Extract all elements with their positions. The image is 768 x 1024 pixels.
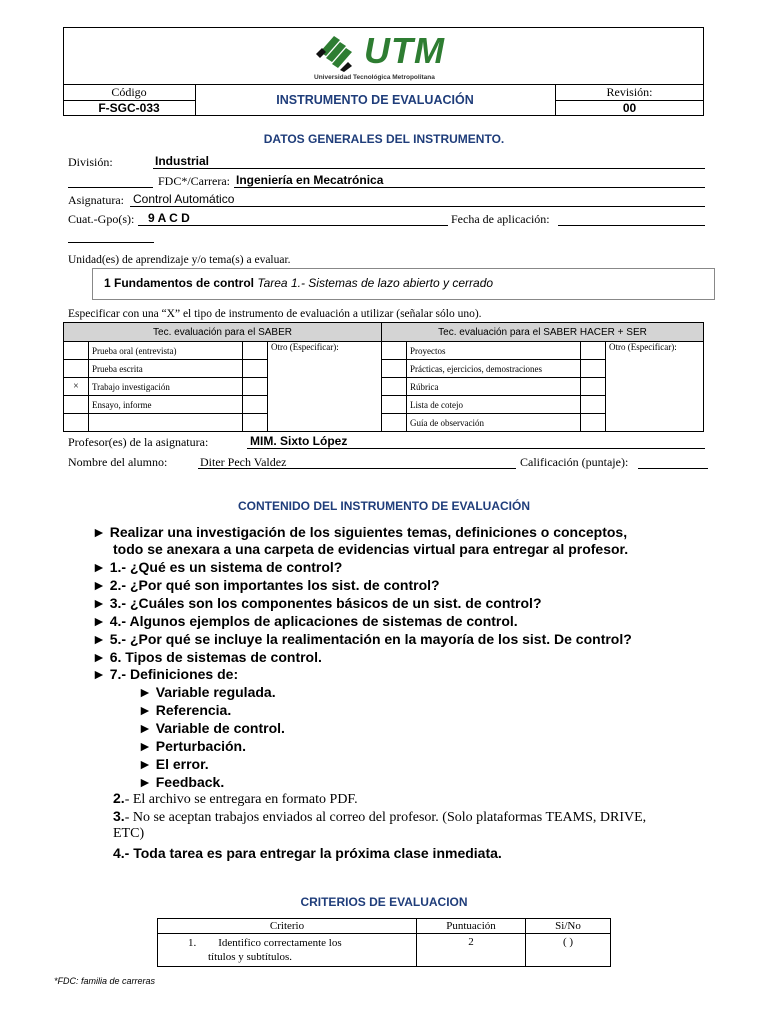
saber-otro-checkbox-5[interactable]	[243, 414, 268, 432]
definition-6: ► Feedback.	[138, 774, 225, 790]
utm-logo	[312, 30, 472, 82]
question-4: ► 4.- Algunos ejemplos de aplicaciones de sistemas de control.	[92, 613, 518, 629]
asignatura-value: Control Automático	[133, 192, 235, 206]
hacer-otro-checkbox-2[interactable]	[581, 360, 606, 378]
calificacion-underline	[638, 468, 708, 469]
hacer-item-3: Rúbrica	[407, 378, 581, 396]
sino-header: Si/No	[526, 919, 611, 934]
note-2	[113, 790, 358, 808]
fecha-underline	[558, 225, 705, 226]
definition-1: ► Variable regulada.	[138, 684, 276, 700]
question-2: ► 2.- ¿Por qué son importantes los sist. de control?	[92, 577, 440, 593]
saber-item-5	[89, 414, 243, 432]
note-3-text: - No se aceptan trabajos enviados al correo del profesor. (Solo plataformas TEAMS, DRIVE,	[124, 810, 647, 825]
criterio-row	[158, 934, 611, 967]
fdc-label: FDC*/Carrera:	[158, 174, 230, 188]
question-7: ► 7.- Definiciones de:	[92, 666, 239, 682]
utm-logo-mark-icon	[314, 32, 362, 72]
hacer-otro-checkbox[interactable]	[581, 342, 606, 360]
cuat-value: 9 A C D	[148, 211, 190, 225]
hacer-otro-checkbox-3[interactable]	[581, 378, 606, 396]
utm-logo-text: UTM	[364, 30, 445, 71]
criterios-table	[157, 918, 611, 967]
hacer-checkbox-3[interactable]	[382, 378, 407, 396]
profesor-underline	[247, 448, 705, 449]
note-3-cont: ETC)	[113, 826, 145, 841]
intro-line-1: ► Realizar una investigación de los siguientes temas, definiciones o conceptos,	[92, 524, 628, 540]
hacer-checkbox-4[interactable]	[382, 396, 407, 414]
hacer-item-1: Proyectos	[407, 342, 581, 360]
puntuacion-header: Puntuación	[417, 919, 526, 934]
hacer-item-4: Lista de cotejo	[407, 396, 581, 414]
saber-otro-checkbox-4[interactable]	[243, 396, 268, 414]
fdc-leading-line	[68, 187, 153, 188]
note-2-text: - El archivo se entregara en formato PDF.	[124, 792, 358, 807]
footnote: *FDC: familia de carreras	[54, 976, 156, 986]
fdc-value: Ingeniería en Mecatrónica	[236, 173, 384, 187]
definition-5: ► El error.	[138, 756, 209, 772]
unidad-content	[104, 276, 493, 290]
profesor-label: Profesor(es) de la asignatura:	[68, 435, 209, 449]
saber-otro-label: Otro (Especificar):	[268, 342, 382, 432]
hacer-otro-checkbox-5[interactable]	[581, 414, 606, 432]
alumno-underline	[198, 468, 516, 469]
saber-item-2: Prueba escrita	[89, 360, 243, 378]
note-3-num: 3.	[113, 808, 125, 824]
fecha-label: Fecha de aplicación:	[451, 212, 550, 226]
saber-checkbox-5[interactable]	[64, 414, 89, 432]
alumno-value: Diter Pech Valdez	[200, 455, 287, 469]
saber-item-3: Trabajo investigación	[89, 378, 243, 396]
saber-otro-checkbox[interactable]	[243, 342, 268, 360]
codigo-label: Código	[111, 85, 147, 99]
criterio-text-line2: títulos y subtítulos.	[208, 951, 293, 963]
note-3	[113, 808, 646, 826]
saber-checkbox-4[interactable]	[64, 396, 89, 414]
asignatura-label: Asignatura:	[68, 193, 124, 207]
division-underline	[153, 168, 705, 169]
especificar-text: Especificar con una “X” el tipo de instrumento de evaluación a utilizar (señalar sólo uno).	[68, 308, 482, 320]
question-1: ► 1.- ¿Qué es un sistema de control?	[92, 559, 343, 575]
profesor-value: MIM. Sixto López	[250, 434, 348, 448]
hacer-otro-label: Otro (Especificar):	[606, 342, 704, 432]
saber-item-1: Prueba oral (entrevista)	[89, 342, 243, 360]
saber-item-4: Ensayo, informe	[89, 396, 243, 414]
saber-checkbox-2[interactable]	[64, 360, 89, 378]
hacer-checkbox-5[interactable]	[382, 414, 407, 432]
question-3: ► 3.- ¿Cuáles son los componentes básicos de un sist. de control?	[92, 595, 542, 611]
revision-label: Revisión:	[606, 85, 653, 99]
criterio-check[interactable]: ( )	[526, 934, 611, 967]
definition-3: ► Variable de control.	[138, 720, 285, 736]
hacer-otro-checkbox-4[interactable]	[581, 396, 606, 414]
note-4: 4.- Toda tarea es para entregar la próxima clase inmediata.	[113, 845, 502, 861]
saber-checkbox-1[interactable]	[64, 342, 89, 360]
section-contenido: CONTENIDO DEL INSTRUMENTO DE EVALUACIÓN	[237, 499, 530, 513]
saber-otro-checkbox-3[interactable]	[243, 378, 268, 396]
division-label: División:	[68, 155, 113, 169]
unidad-italic: Tarea 1.- Sistemas de lazo abierto y cerrado	[257, 276, 494, 290]
unidad-label: Unidad(es) de aprendizaje y/o tema(s) a evaluar.	[68, 254, 291, 266]
unidad-bold: 1 Fundamentos de control	[104, 276, 255, 290]
cuat-label: Cuat.-Gpo(s):	[68, 212, 135, 226]
asignatura-underline	[130, 206, 705, 207]
alumno-label: Nombre del alumno:	[68, 455, 168, 469]
utm-logo-subtitle: Universidad Tecnológica Metropolitana	[314, 74, 435, 81]
hacer-item-5: Guía de observación	[407, 414, 581, 432]
cuat-continuation-line	[68, 242, 154, 243]
question-6: ► 6. Tipos de sistemas de control.	[92, 649, 322, 665]
hacer-checkbox-2[interactable]	[382, 360, 407, 378]
criterio-score: 2	[417, 934, 526, 967]
hacer-item-2: Prácticas, ejercicios, demostraciones	[407, 360, 581, 378]
definition-2: ► Referencia.	[138, 702, 232, 718]
criterio-num: 1.	[188, 937, 197, 949]
codigo-value: F-SGC-033	[98, 101, 160, 115]
criterio-header: Criterio	[158, 919, 417, 934]
hacer-checkbox-1[interactable]	[382, 342, 407, 360]
revision-value: 00	[622, 101, 637, 115]
saber-header: Tec. evaluación para el SABER	[64, 323, 382, 342]
note-2-num: 2.	[113, 790, 125, 806]
saber-checkbox-3[interactable]: ×	[64, 378, 89, 396]
cuat-underline	[138, 225, 448, 226]
criterio-text	[158, 934, 417, 967]
definition-4: ► Perturbación.	[138, 738, 246, 754]
intro-line-2: todo se anexara a una carpeta de evidencias virtual para entregar al profesor.	[113, 541, 629, 557]
instrument-table	[63, 322, 704, 432]
saber-otro-checkbox-2[interactable]	[243, 360, 268, 378]
section-criterios: CRITERIOS DE EVALUACION	[300, 895, 468, 909]
question-5: ► 5.- ¿Por qué se incluye la realimentación en la mayoría de los sist. De control?	[92, 631, 632, 647]
criterio-text-line1: Identifico correctamente los	[218, 937, 342, 949]
division-value: Industrial	[155, 154, 210, 168]
calificacion-label: Calificación (puntaje):	[520, 455, 629, 469]
instrument-title: INSTRUMENTO DE EVALUACIÓN	[276, 93, 474, 107]
fdc-underline	[234, 187, 705, 188]
section-datos-generales: DATOS GENERALES DEL INSTRUMENTO.	[263, 132, 505, 146]
saber-hacer-header: Tec. evaluación para el SABER HACER + SER	[382, 323, 704, 342]
